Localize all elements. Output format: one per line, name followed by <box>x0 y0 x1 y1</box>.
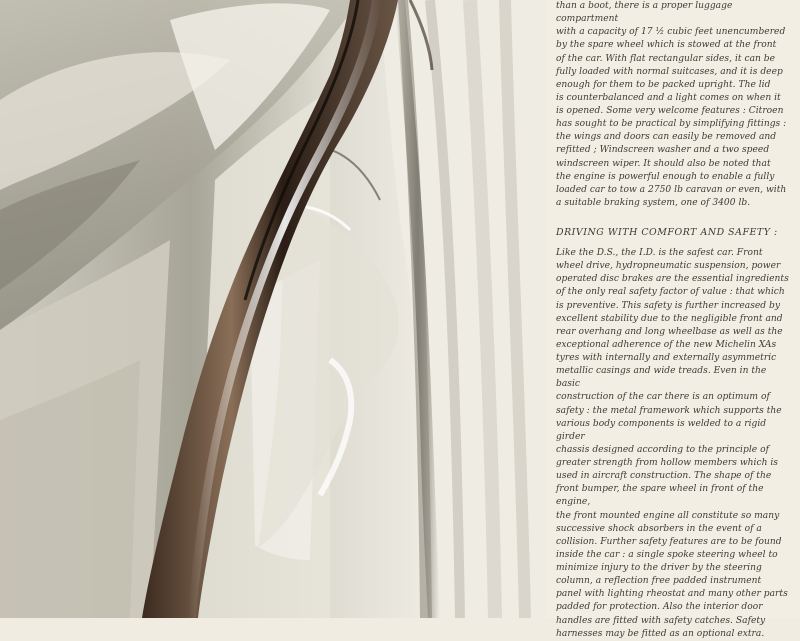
body-paragraph-luggage: than a boot, there is a proper luggage compartment with a capacity of 17 ½ cubic feet unencumbered by the spare wheel which is stowed at the front of the car. With flat rectangular sides, it can be fully loaded with normal suitcases, and it is deep enough for them to be packed upright. The lid is counterbalanced and a light comes on when it is opened. Some very welcome features : Citroen has sought to be practical by simplifying fittings : the wings and doors can easily be removed and refitted ; Windscreen washer and a two speed windscreen wiper. It should also be noted that the engine is powerful enough to enable a fully loaded car to tow a 2750 lb caravan or even, with a suitable braking system, one of 3400 lb. <box>556 1 787 208</box>
section-heading: DRIVING WITH COMFORT AND SAFETY : <box>556 227 778 238</box>
text-column <box>556 0 789 639</box>
body-paragraph-safety: Like the D.S., the I.D. is the safest car. Front wheel drive, hydropneumatic suspension, power operated disc brakes are the essential ingredients of the only real safety factor of value : that which is preventive. This safety is further increased by excellent stability due to the negligible front and rear overhang and long wheelbase as well as the exceptional adherence of the new Michelin XAs tyres with internally and externally asymmetric metallic casings and wide treads. Even in the basic construction of the car there is an optimum of safety : the metal framework which supports the various body components is welded to a rigid girder chassis designed according to the principle of greater strength from hollow members which is used in aircraft construction. The shape of the front bumper, the spare wheel in front of the engine, the front mounted engine all constitute so many successive shock absorbers in the event of a collision. Further safety features are to be found inside the car : a single spoke steering wheel to minimize injury to the driver by the steering column, a reflection free padded instrument panel with lighting rheostat and many other parts padded for protection. Also the interior door handles are fitted with safety catches. Safety harnesses may be fitted as an optional extra. <box>556 248 789 639</box>
